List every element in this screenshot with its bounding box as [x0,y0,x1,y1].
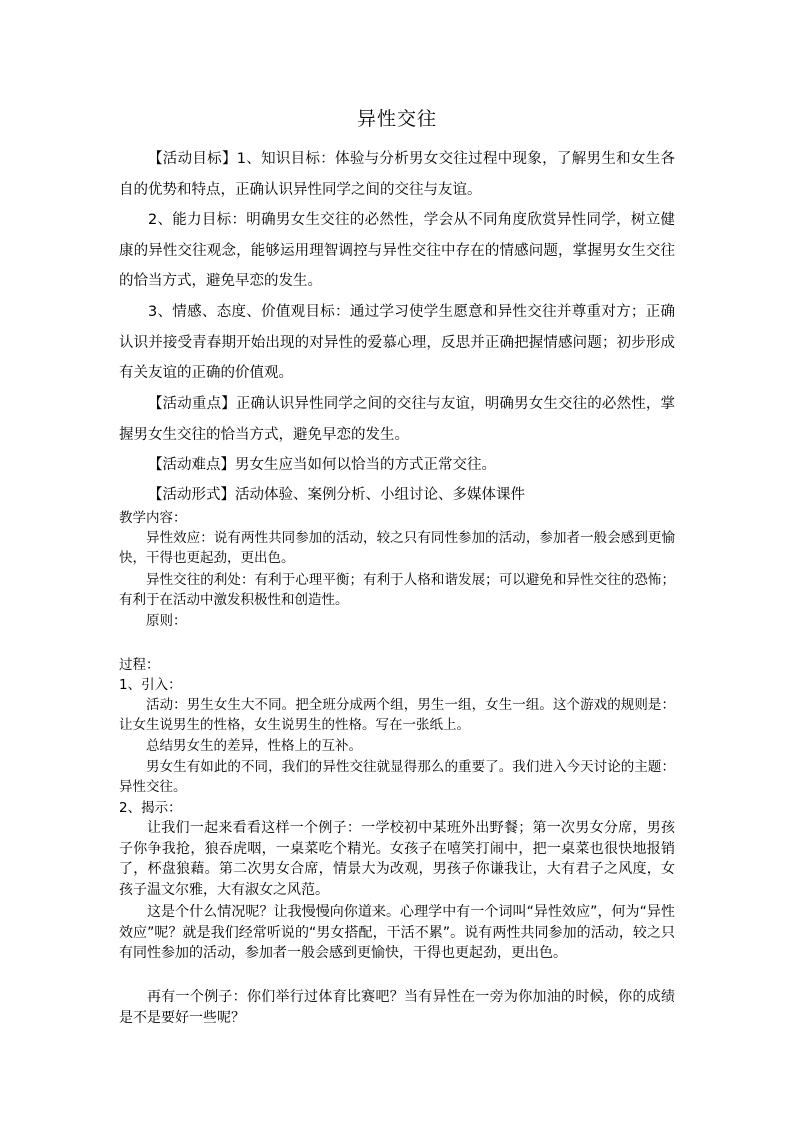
step2-heading: 2、揭示： [119,800,182,816]
step1-activity: 活动：男生女生大不同。把全班分成两个组，男生一组，女生一组。这个游戏的规则是：让女生说男生的性格，女生说男生的性格。写在一张纸上。 [119,697,675,733]
step1-heading: 1、引入： [119,677,182,693]
document-title: 异性交往 [356,108,437,130]
step1-transition: 男女生有如此的不同，我们的异性交往就显得那么的重要了。我们进入今天讨论的主题：异性交往。 [119,759,675,795]
process-heading: 过程： [119,657,160,673]
step2-explain: 这是个什么情况呢？让我慢慢向你道来。心理学中有一个词叫“异性效应”，何为“异性效应”呢？就是我们经常听说的“男女搭配，干活不累”。说有两性共同参加的活动，较之只有同性参加的活动，参加者一般会感到更愉快，干得也更起劲，更出色。 [119,904,675,961]
activity-form: 【活动形式】活动体验、案例分析、小组讨论、多媒体课件 [148,487,525,503]
objective-knowledge: 【活动目标】1、知识目标：体验与分析男女交往过程中现象，了解男生和女生各自的优势和特点，正确认识异性同学之间的交往与友谊。 [119,151,675,198]
difficulty: 【活动难点】男女生应当如何以恰当的方式正常交往。 [148,457,496,473]
key-point: 【活动重点】正确认识异性同学之间的交往与友谊，明确男女生交往的必然性，掌握男女生交往的恰当方式，避免早恋的发生。 [119,396,675,443]
step2-example: 让我们一起来看看这样一个例子：一学校初中某班外出野餐；第一次男女分席，男孩子你争我抢，狼吞虎咽，一桌菜吃个精光。女孩子在嘻笑打闹中，把一桌菜也很快地报销了，杯盘狼藉。第二次男女合席，情景大为改观，男孩子你谦我让，大有君子之风度，女孩子温文尔雅，大有淑女之风范。 [119,820,675,898]
step1-summary: 总结男女生的差异，性格上的互补。 [146,738,362,754]
objective-values: 3、情感、态度、价值观目标：通过学习使学生愿意和异性交往并尊重对方；正确认识并接受青春期开始出现的对异性的爱慕心理，反思并正确把握情感问题；初步形成有关友谊的正确的价值观。 [119,304,675,381]
content-effect: 异性效应：说有两性共同参加的活动，较之只有同性参加的活动，参加者一般会感到更愉快，干得也更起劲，更出色。 [119,530,675,566]
content-heading: 教学内容： [119,510,187,526]
content-principles: 原则： [146,613,187,629]
objective-ability: 2、能力目标：明确男女生交往的必然性，学会从不同角度欣赏异性同学，树立健康的异性交往观念，能够运用理智调控与异性交往中存在的情感问题，掌握男女生交往的恰当方式，避免早恋的发生。 [119,212,675,289]
step2-example2: 再有一个例子：你们举行过体育比赛吧？当有异性在一旁为你加油的时候，你的成绩是不是要好一些呢？ [119,989,675,1026]
content-benefits: 异性交往的利处：有利于心理平衡；有利于人格和谐发展；可以避免和异性交往的恐怖；有利于在活动中激发积极性和创造性。 [119,572,675,608]
